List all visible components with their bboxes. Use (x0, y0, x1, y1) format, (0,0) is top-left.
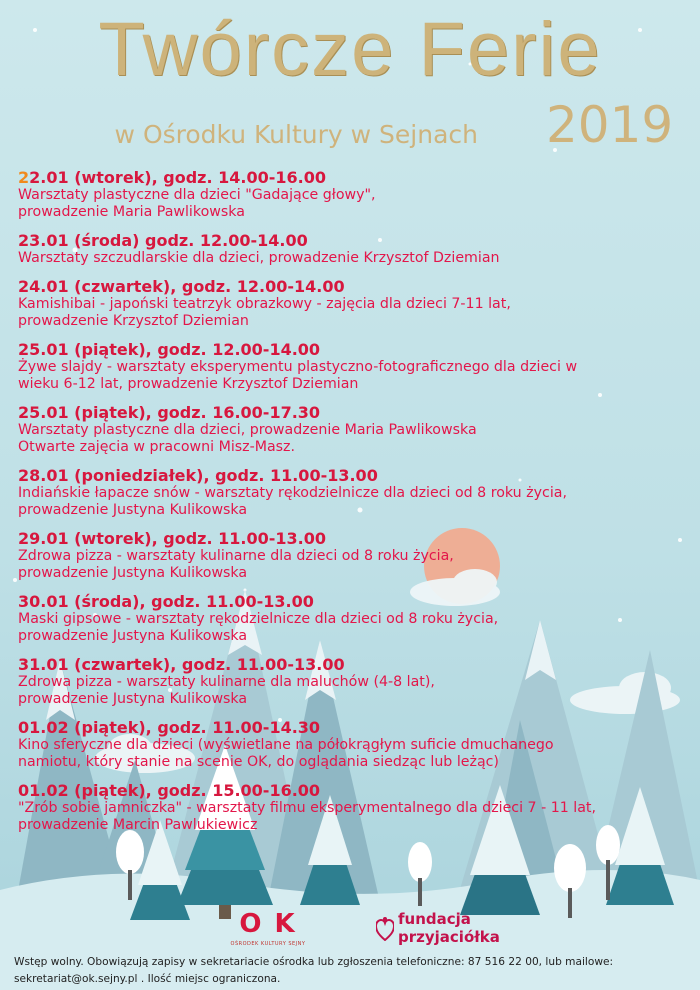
poster-title: Twórcze Ferie (98, 7, 602, 92)
fundacja-logo-line1: fundacja (398, 910, 471, 928)
event-list (18, 168, 694, 844)
event-date-time: 25.01 (piątek), godz. 12.00-14.00 (18, 340, 321, 359)
event-description-line: Maski gipsowe - warsztaty rękodzielnicze dla dzieci od 8 roku życia, (18, 611, 499, 627)
event-item (18, 529, 694, 582)
event-description-line: prowadzenie Justyna Kulikowska (18, 565, 248, 581)
event-item (18, 403, 694, 456)
event-date-rest: 2.01 (wtorek), godz. 14.00-16.00 (29, 168, 326, 187)
event-description-line: prowadzenie Justyna Kulikowska (18, 691, 248, 707)
event-date-time: 25.01 (piątek), godz. 16.00-17.30 (18, 403, 321, 422)
event-item (18, 277, 694, 330)
footer-line-1: Wstęp wolny. Obowiązują zapisy w sekretariacie ośrodka lub zgłoszenia telefoniczne: 87 516 22 00, lub mailowe: (14, 956, 614, 968)
event-description-line: namiotu, który stanie na scenie OK, do oglądania siedząc lub leżąc) (18, 754, 499, 770)
event-item (18, 231, 694, 267)
event-date-time: 24.01 (czwartek), godz. 12.00-14.00 (18, 277, 345, 296)
event-date-first-digit: 2 (18, 168, 30, 187)
event-item (18, 592, 694, 645)
event-date-time (18, 168, 694, 187)
event-description-line: Warsztaty plastyczne dla dzieci "Gadające głowy", (18, 187, 376, 203)
event-description-line: prowadzenie Justyna Kulikowska (18, 628, 248, 644)
event-description-line: Kino sferyczne dla dzieci (wyświetlane na półokrągłym suficie dmuchanego (18, 737, 554, 753)
poster-subtitle: w Ośrodku Kultury w Sejnach (114, 120, 478, 149)
event-date-time: 28.01 (poniedziałek), godz. 11.00-13.00 (18, 466, 378, 485)
event-date-time: 29.01 (wtorek), godz. 11.00-13.00 (18, 529, 326, 548)
event-description-line: "Zrób sobie jamniczka" - warsztaty filmu eksperymentalnego dla dzieci 7 - 11 lat, (18, 800, 596, 816)
fundacja-logo-line2: przyjaciółka (398, 928, 500, 946)
event-description-line: prowadzenie Maria Pawlikowska (18, 204, 245, 220)
event-date-time: 23.01 (środa) godz. 12.00-14.00 (18, 231, 308, 250)
event-description-line: prowadzenie Krzysztof Dziemian (18, 313, 249, 329)
event-description-line: Żywe slajdy - warsztaty eksperymentu plastyczno-fotograficznego dla dzieci w (18, 359, 578, 375)
event-description-line: Kamishibai - japoński teatrzyk obrazkowy - zajęcia dla dzieci 7-11 lat, (18, 296, 511, 312)
event-description-line: prowadzenie Marcin Pawlukiewicz (18, 817, 258, 833)
event-description-line: Warsztaty szczudlarskie dla dzieci, prowadzenie Krzysztof Dziemian (18, 250, 500, 266)
event-date-time: 31.01 (czwartek), godz. 11.00-13.00 (18, 655, 345, 674)
event-description-line: wieku 6-12 lat, prowadzenie Krzysztof Dziemian (18, 376, 359, 392)
ok-logo-caption: OŚRODEK KULTURY SEJNY (230, 941, 306, 947)
event-description-line: prowadzenie Justyna Kulikowska (18, 502, 248, 518)
event-date-time: 30.01 (środa), godz. 11.00-13.00 (18, 592, 314, 611)
ok-logo-letter-k: K (274, 909, 297, 939)
event-description-line: Warsztaty plastyczne dla dzieci, prowadzenie Maria Pawlikowska (18, 422, 477, 438)
event-description-line: Otwarte zajęcia w pracowni Misz-Masz. (18, 439, 296, 455)
event-item (18, 781, 694, 834)
poster-year: 2019 (546, 96, 674, 154)
event-item (18, 655, 694, 708)
event-item (18, 168, 694, 221)
heart-figure-icon (376, 917, 394, 941)
sponsor-logos (0, 905, 700, 955)
event-description-line: Indiańskie łapacze snów - warsztaty rękodzielnicze dla dzieci od 8 roku życia, (18, 485, 567, 501)
event-description-line: Zdrowa pizza - warsztaty kulinarne dla maluchów (4-8 lat), (18, 674, 435, 690)
footer-line-2: sekretariat@ok.sejny.pl . Ilość miejsc ograniczona. (14, 973, 281, 985)
event-date-time: 01.02 (piątek), godz. 11.00-14.30 (18, 718, 321, 737)
ok-logo-letter-o: O (239, 909, 264, 939)
ok-logo-mark (228, 911, 308, 937)
event-item (18, 466, 694, 519)
event-date-time: 01.02 (piątek), godz. 15.00-16.00 (18, 781, 321, 800)
event-item (18, 340, 694, 393)
osrodek-kultury-logo (228, 911, 308, 947)
event-description-line: Zdrowa pizza - warsztaty kulinarne dla dzieci od 8 roku życia, (18, 548, 454, 564)
footer-note (14, 954, 692, 988)
event-item (18, 718, 694, 771)
